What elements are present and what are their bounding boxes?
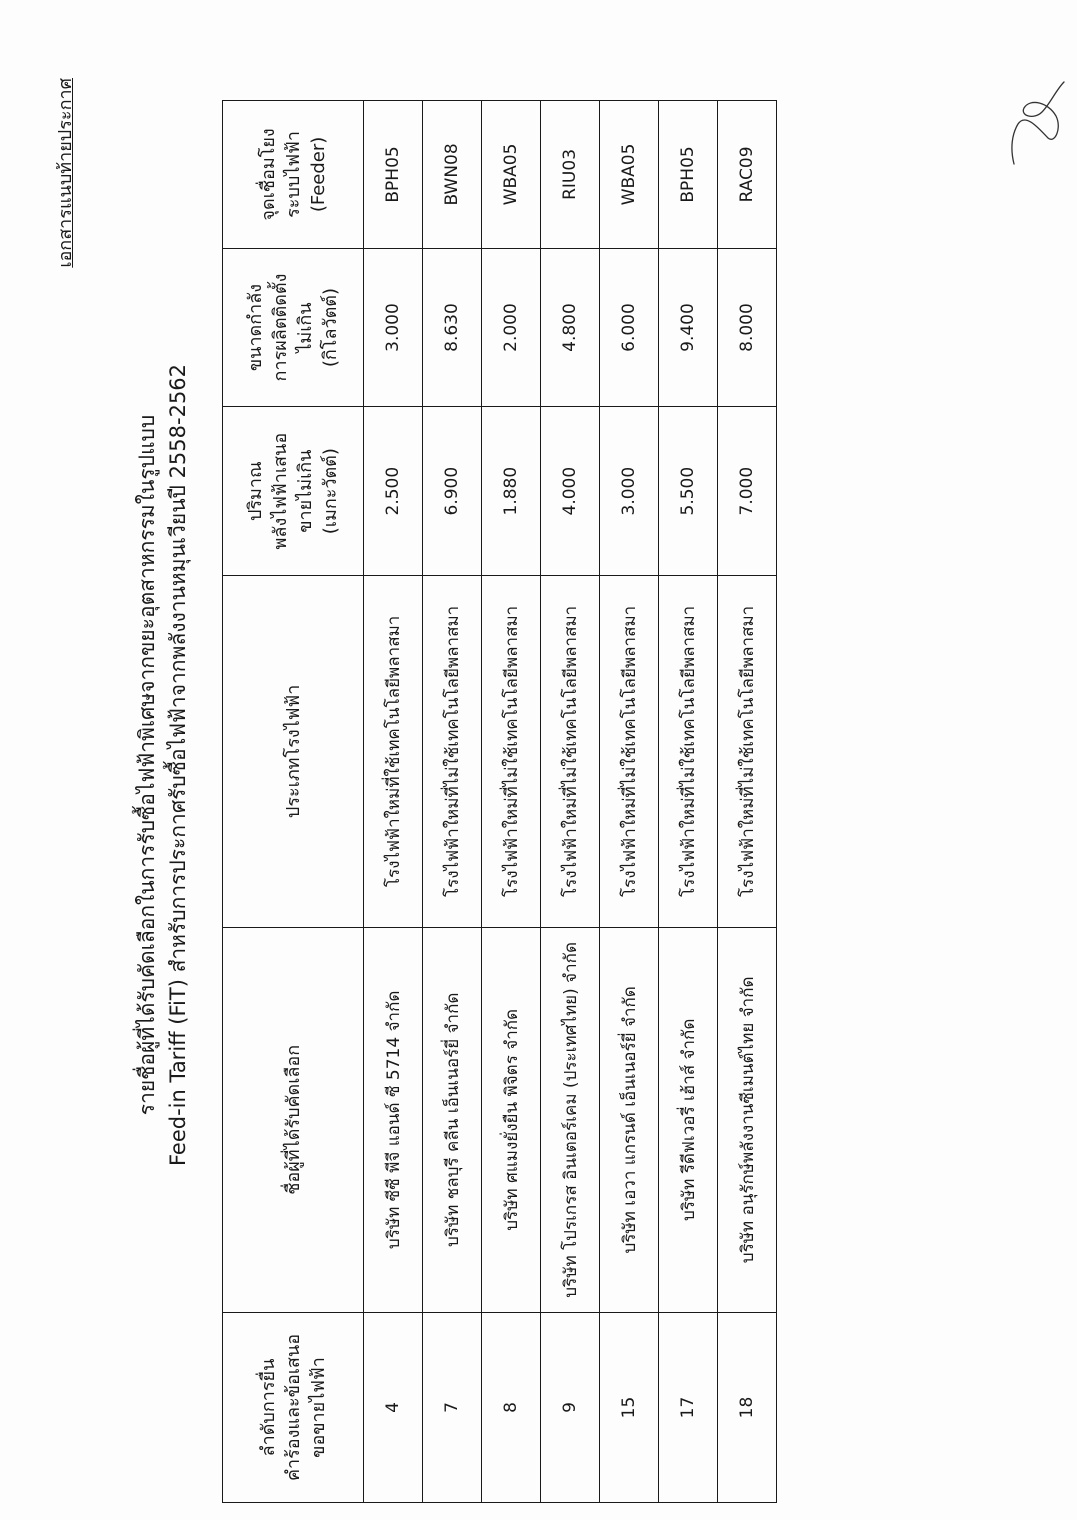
cell-type: โรงไฟฟ้าใหม่ที่ไม่ใช้เทคโนโลยีพลาสมา (541, 576, 600, 928)
cell-seq: 15 (600, 1312, 659, 1502)
cell-amount: 6.900 (423, 407, 482, 576)
table-row (423, 101, 482, 1503)
cell-seq: 17 (659, 1312, 718, 1502)
cell-capacity: 4.800 (541, 248, 600, 406)
header-feeder-line: ระบบไฟฟ้า (282, 131, 304, 218)
header-name (223, 927, 364, 1312)
cell-name: บริษัท ศแมงยั่งยืน พิจิตร จำกัด (482, 927, 541, 1312)
table-row (364, 101, 423, 1503)
header-amount-line: (เมกะวัตต์) (320, 448, 341, 535)
cell-type: โรงไฟฟ้าใหม่ที่ไม่ใช้เทคโนโลยีพลาสมา (600, 576, 659, 928)
header-capacity (223, 248, 364, 406)
cell-amount: 1.880 (482, 407, 541, 576)
header-type-line: ประเภทโรงไฟฟ้า (282, 684, 304, 819)
cell-capacity: 3.000 (364, 248, 423, 406)
cell-type: โรงไฟฟ้าใหม่ที่ไม่ใช้เทคโนโลยีพลาสมา (482, 576, 541, 928)
cell-feeder: BPH05 (364, 101, 423, 249)
cell-capacity: 8.000 (718, 248, 777, 406)
header-capacity-line: การผลิตติดตั้ง (270, 273, 291, 382)
cell-capacity: 2.000 (482, 248, 541, 406)
cell-feeder: RAC09 (718, 101, 777, 249)
header-feeder (223, 101, 364, 249)
title-line-2: Feed-in Tariff (FiT) สำหรับการประกาศรับซื้อไฟฟ้าจากพลังงานหมุนเวียนปี 2558-2562 (166, 363, 190, 1167)
table-row (718, 101, 777, 1503)
cell-capacity: 9.400 (659, 248, 718, 406)
table-row (541, 101, 600, 1503)
header-amount-line: พลังไฟฟ้าเสนอ (270, 432, 291, 550)
cell-seq: 8 (482, 1312, 541, 1502)
cell-seq: 7 (423, 1312, 482, 1502)
header-amount-line: ปริมาณ (245, 461, 266, 522)
cell-name: บริษัท เอวา แกรนด์ เอ็นเนอร์ยี่ จำกัด (600, 927, 659, 1312)
cell-capacity: 6.000 (600, 248, 659, 406)
cell-feeder: BPH05 (659, 101, 718, 249)
cell-type: โรงไฟฟ้าใหม่ที่ใช้เทคโนโลยีพลาสมา (364, 576, 423, 928)
cell-seq: 4 (364, 1312, 423, 1502)
selected-producers-table (222, 100, 777, 1503)
header-amount (223, 407, 364, 576)
header-feeder-line: จุดเชื่อมโยง (257, 128, 279, 221)
cell-feeder: RIU03 (541, 101, 600, 249)
header-amount-line: ขายไม่เกิน (295, 449, 316, 533)
cell-amount: 7.000 (718, 407, 777, 576)
cell-amount: 4.000 (541, 407, 600, 576)
cell-amount: 5.500 (659, 407, 718, 576)
cell-amount: 2.500 (364, 407, 423, 576)
header-seq-line: ลำดับการยื่น (257, 1358, 279, 1457)
cell-name: บริษัท อนุรักษ์พลังงานซีเมนต์ไทย จำกัด (718, 927, 777, 1312)
cell-type: โรงไฟฟ้าใหม่ที่ไม่ใช้เทคโนโลยีพลาสมา (718, 576, 777, 928)
title-line-1: รายชื่อผู้ที่ได้รับคัดเลือกในการรับซื้อไฟฟ้าพิเศษจากขยะอุตสาหกรรมในรูปแบบ (135, 414, 159, 1116)
cell-amount: 3.000 (600, 407, 659, 576)
cell-feeder: WBA05 (482, 101, 541, 249)
header-capacity-line: ขนาดกำลัง (245, 283, 266, 372)
table-header-row (223, 101, 364, 1503)
header-name-line: ชื่อผู้ที่ได้รับคัดเลือก (282, 1044, 304, 1195)
cell-name: บริษัท ซีซี พีจี แอนด์ ซี 5714 จำกัด (364, 927, 423, 1312)
cell-type: โรงไฟฟ้าใหม่ที่ไม่ใช้เทคโนโลยีพลาสมา (659, 576, 718, 928)
header-type (223, 576, 364, 928)
header-capacity-line: ไม่เกิน (295, 302, 316, 353)
cell-seq: 9 (541, 1312, 600, 1502)
header-capacity-line: (กิโลวัตต์) (320, 287, 341, 368)
cell-name: บริษัท ชลบุรี คลีน เอ็นเนอร์ยี่ จำกัด (423, 927, 482, 1312)
cell-feeder: BWN08 (423, 101, 482, 249)
cell-feeder: WBA05 (600, 101, 659, 249)
table-row (482, 101, 541, 1503)
cell-name: บริษัท รีดีฟเวอรี่ เฮ้าส์ จำกัด (659, 927, 718, 1312)
handwritten-signature (1000, 78, 1070, 168)
cell-name: บริษัท โปรเกรส อินเตอร์เคม (ประเทศไทย) จำกัด (541, 927, 600, 1312)
cell-type: โรงไฟฟ้าใหม่ที่ไม่ใช้เทคโนโลยีพลาสมา (423, 576, 482, 928)
header-feeder-line: (Feeder) (307, 136, 329, 213)
cell-seq: 18 (718, 1312, 777, 1502)
document-title (132, 130, 194, 1400)
cell-capacity: 8.630 (423, 248, 482, 406)
attachment-label: เอกสารแนบท้ายประกาศ (55, 78, 76, 268)
table-row (600, 101, 659, 1503)
table-row (659, 101, 718, 1503)
header-seq (223, 1312, 364, 1502)
header-seq-line: ขอขายไฟฟ้า (307, 1357, 329, 1458)
header-seq-line: คำร้องและข้อเสนอ (282, 1333, 304, 1482)
